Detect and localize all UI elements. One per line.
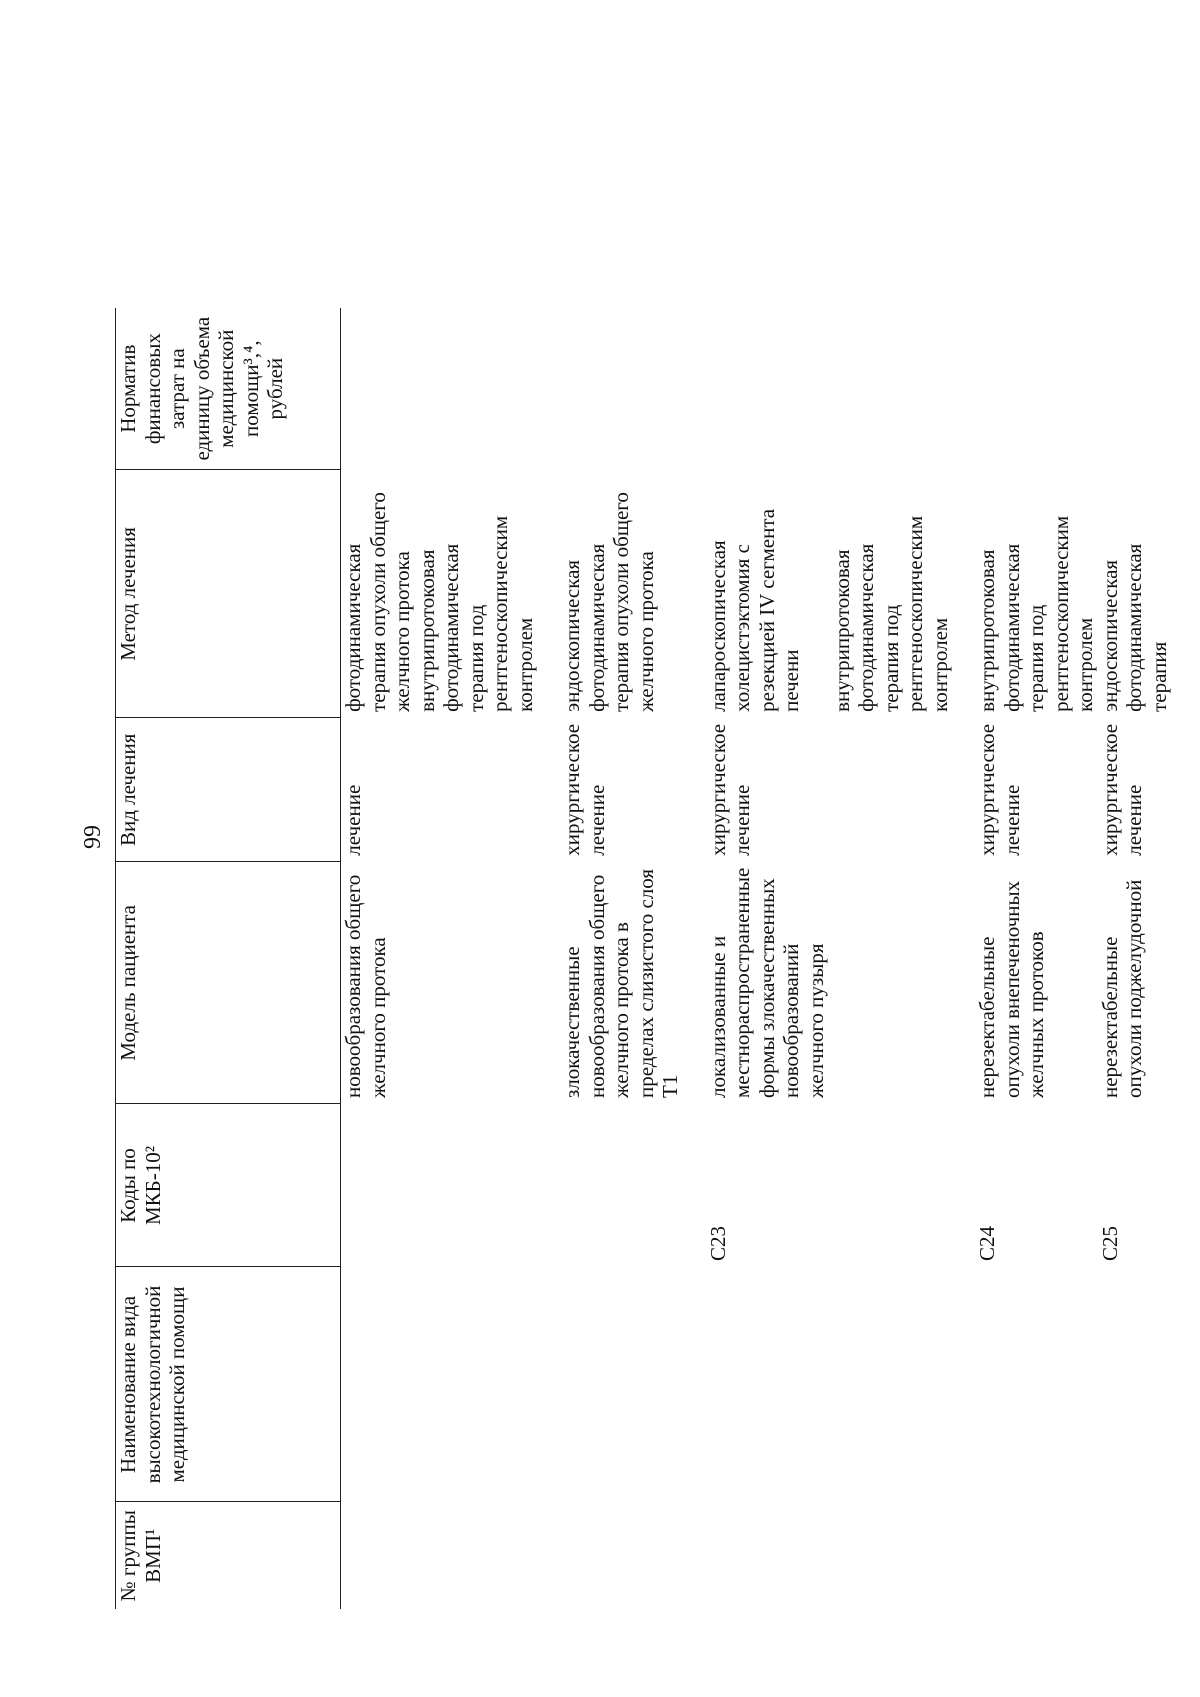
table-row (1098, 308, 1172, 1609)
treatment-type: хирургическое лечение (705, 723, 754, 856)
table-row (706, 308, 953, 1609)
header-cost-norm: Норматив финансовых затрат на единицу объема медицинской помощи³,⁴, рублей (116, 308, 341, 470)
treatment-methods (341, 470, 538, 718)
icd-code (341, 1104, 538, 1267)
table-row (341, 308, 538, 1609)
treatment-methods (1098, 470, 1172, 718)
treatment-method: внутрипротоковая фотодинамическая терапия под рентгеноскопическим контролем (414, 515, 537, 712)
table-row (560, 308, 683, 1609)
treatment-method: внутрипротоковая фотодинамическая терапия под рентгеноскопическим контролем (829, 515, 952, 712)
header-vmp-name: Наименование вида высокотехнологичной медицинской помощи (116, 1267, 341, 1502)
patient-model: нерезектабельные опухоли поджелудочной (1097, 879, 1146, 1098)
header-treatment-type: Вид лечения (116, 718, 341, 862)
page-number: 99 (80, 825, 106, 849)
table-row (975, 308, 1098, 1609)
vmp-table (115, 308, 1171, 1609)
table-header (116, 308, 341, 1609)
treatment-method: внутрипротоковая фотодинамическая терапия под рентгеноскопическим контролем (975, 515, 1097, 712)
header-treatment-method: Метод лечения (116, 470, 341, 718)
treatment-type: хирургическое лечение (975, 723, 1024, 856)
treatment-type: хирургическое лечение (1097, 723, 1146, 856)
patient-model: новообразования общего желчного протока (341, 874, 390, 1098)
icd-code (560, 1104, 683, 1267)
icd-code: C24 (975, 1225, 999, 1261)
treatment-methods (975, 470, 1098, 718)
treatment-methods (706, 470, 953, 718)
patient-model: нерезектабельные опухоли внепеченочных желчных протоков (975, 880, 1048, 1098)
treatment-method: эндоскопическая фотодинамическая терапия (1097, 543, 1171, 712)
treatment-method: лапароскопическая холецистэктомия с резекцией IV сегмента печени (705, 508, 803, 712)
icd-code: C23 (705, 1225, 730, 1261)
header-patient-model: Модель пациента (116, 862, 341, 1104)
treatment-methods (560, 470, 683, 718)
header-icd-codes: Коды по МКБ-10² (116, 1104, 341, 1267)
header-group-number: № группы ВМП¹ (116, 1510, 165, 1602)
treatment-method: фотодинамическая терапия опухоли общего желчного протока (341, 492, 414, 712)
treatment-method: эндоскопическая фотодинамическая терапия опухоли общего желчного протока (560, 492, 658, 712)
patient-model: локализованные и местнораспространенные формы злокачественных новообразований желчного пузыря (705, 867, 828, 1098)
patient-model: злокачественные новообразования общего желчного протока в пределах слизистого слоя T1 (560, 868, 682, 1098)
treatment-type: лечение (341, 784, 365, 856)
treatment-type: хирургическое лечение (560, 723, 609, 856)
icd-code: C25 (1097, 1225, 1122, 1261)
